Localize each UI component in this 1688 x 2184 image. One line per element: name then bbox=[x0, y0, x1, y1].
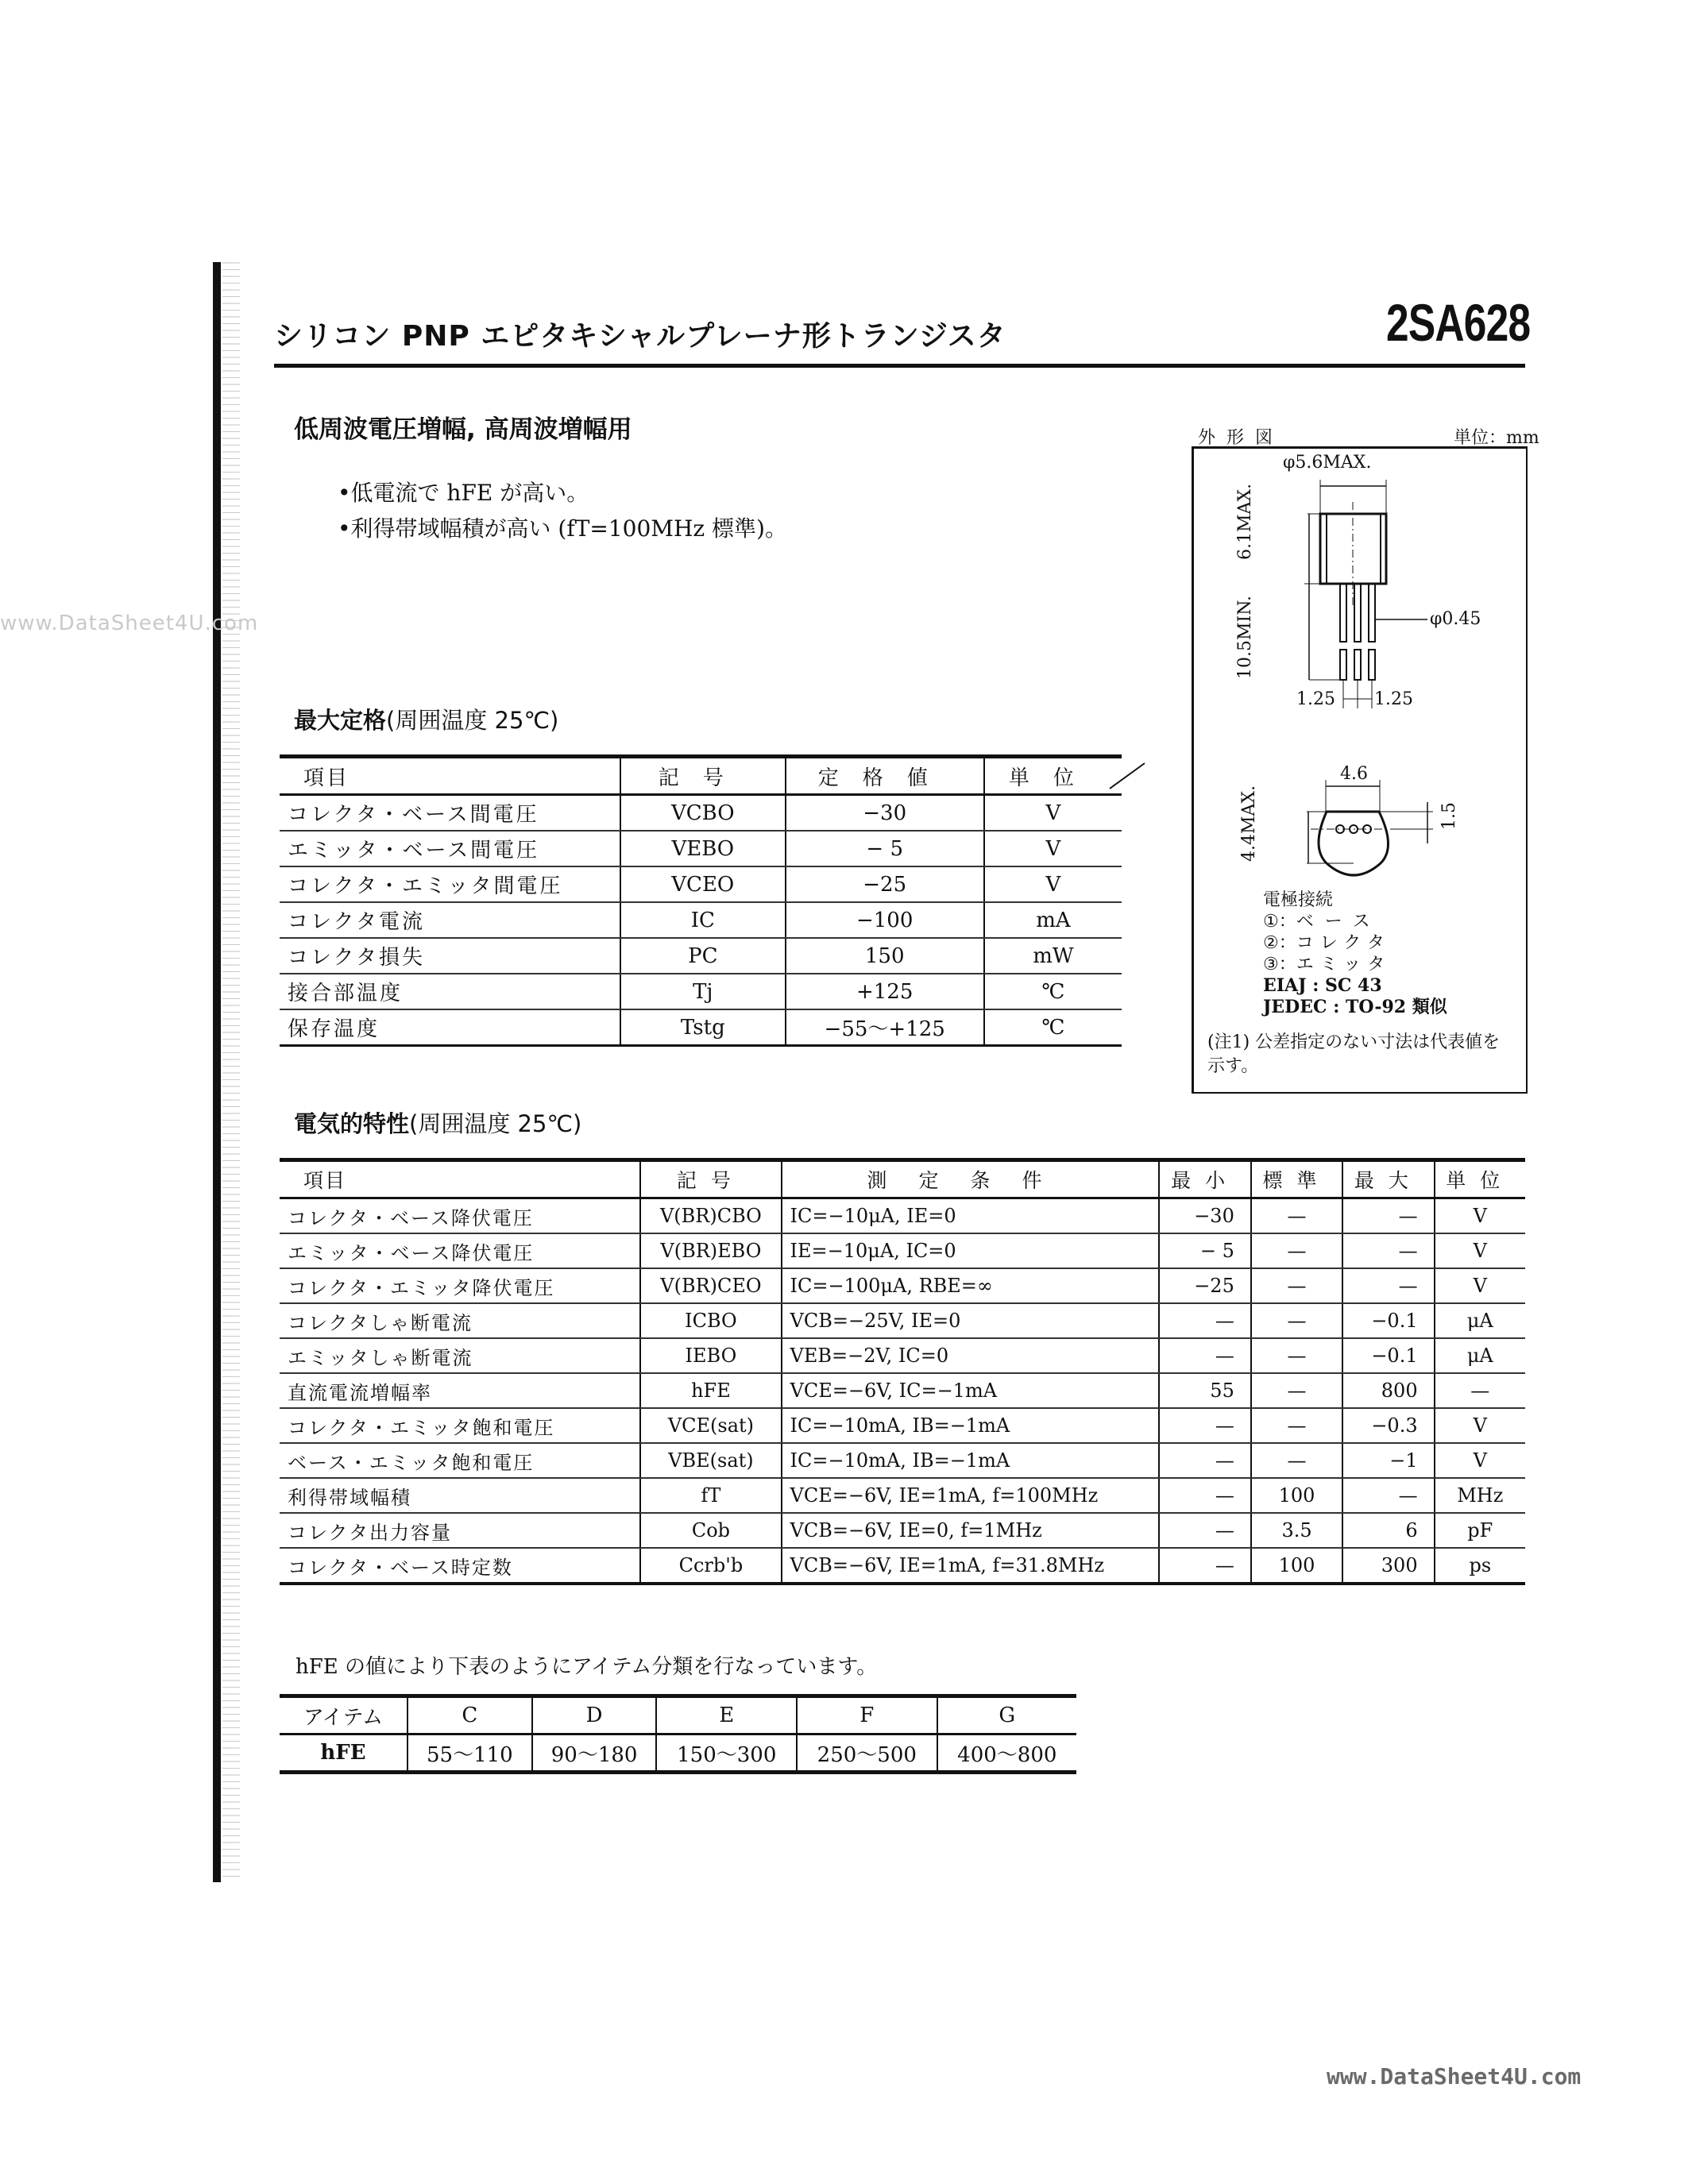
package-label: 外形図 bbox=[1198, 428, 1284, 448]
col-rating: 定格値 bbox=[786, 757, 984, 795]
table-row: コレクタ・エミッタ飽和電圧 VCE(sat) IC=−10mA, IB=−1mA — — −0.3 V bbox=[280, 1408, 1525, 1443]
pin-item: ①：ベース bbox=[1263, 912, 1381, 932]
table-row: コレクタ損失 PC 150 mW bbox=[280, 938, 1122, 974]
table-row: エミッタ・ベース間電圧 VEBO − 5 V bbox=[280, 831, 1122, 866]
table-row: エミッタしゃ断電流 IEBO VEB=−2V, IC=0 — — −0.1 μA bbox=[280, 1338, 1525, 1373]
table-row: コレクタしゃ断電流 ICBO VCB=−25V, IE=0 — — −0.1 μA bbox=[280, 1303, 1525, 1338]
feature-item: • 低電流で hFE が高い。 bbox=[338, 475, 787, 511]
scan-noise bbox=[222, 262, 240, 1882]
table-row: 直流電流増幅率 hFE VCE=−6V, IC=−1mA 55 — 800 — bbox=[280, 1373, 1525, 1408]
max-ratings-title: 最大定格(周囲温度 25℃) bbox=[294, 707, 559, 734]
table-row: コレクタ・ベース降伏電圧 V(BR)CBO IC=−10μA, IE=0 −30 — — V bbox=[280, 1198, 1525, 1234]
usage-heading: 低周波電圧増幅, 高周波増幅用 bbox=[294, 415, 632, 444]
dim-pitch-left: 1.25 bbox=[1296, 689, 1335, 709]
package-footnote: (注1) 公差指定のない寸法は代表値を示す。 bbox=[1207, 1032, 1501, 1076]
dim-depth: 4.4MAX. bbox=[1239, 785, 1259, 862]
table-row: 接合部温度 Tj +125 ℃ bbox=[280, 974, 1122, 1009]
table-row: コレクタ電流 IC −100 mA bbox=[280, 902, 1122, 938]
package-unit: 単位：mm bbox=[1454, 428, 1539, 448]
table-row: hFE 55〜110 90〜180 150〜300 250〜500 400〜800 bbox=[280, 1734, 1076, 1773]
table-header-row: アイテム C D E F G bbox=[280, 1696, 1076, 1734]
table-row: 利得帯域幅積 fT VCE=−6V, IE=1mA, f=100MHz — 100 — MHz bbox=[280, 1478, 1525, 1513]
table-row: エミッタ・ベース降伏電圧 V(BR)EBO IE=−10μA, IC=0 − 5 — — V bbox=[280, 1233, 1525, 1268]
table-header-row bbox=[280, 757, 1122, 795]
col-symbol: 記号 bbox=[620, 757, 786, 795]
dim-pitch-right: 1.25 bbox=[1374, 689, 1413, 709]
scan-edge-bar bbox=[213, 262, 221, 1882]
electrical-characteristics-table bbox=[280, 1158, 1525, 1585]
jedec-standard: JEDEC : TO-92 類似 bbox=[1263, 997, 1447, 1017]
dim-offset: 1.5 bbox=[1439, 802, 1459, 830]
header-rule bbox=[274, 364, 1525, 368]
dim-diameter: φ5.6MAX. bbox=[1283, 453, 1372, 473]
eiaj-standard: EIAJ : SC 43 bbox=[1263, 975, 1382, 996]
dim-body-height: 6.1MAX. bbox=[1235, 483, 1255, 560]
col-item: 項目 bbox=[280, 757, 620, 795]
table-row: 保存温度 Tstg −55〜+125 ℃ bbox=[280, 1009, 1122, 1046]
leader-line bbox=[1108, 758, 1148, 790]
watermark-left: www.DataSheet4U.com bbox=[0, 612, 259, 635]
table-row: ベース・エミッタ飽和電圧 VBE(sat) IC=−10mA, IB=−1mA — — −1 V bbox=[280, 1443, 1525, 1478]
table-row: コレクタ出力容量 Cob VCB=−6V, IE=0, f=1MHz — 3.5 6 pF bbox=[280, 1513, 1525, 1548]
hfe-classification-table bbox=[280, 1694, 1076, 1774]
pin-item: ③：エミッタ bbox=[1263, 955, 1392, 974]
table-header-row: 項目 記号 測定条件 最小 標準 最大 単位 bbox=[280, 1160, 1525, 1198]
dim-flat-width: 4.6 bbox=[1340, 764, 1368, 784]
feature-list bbox=[338, 475, 787, 546]
feature-item: • 利得帯域幅積が高い (fT=100MHz 標準)。 bbox=[338, 511, 787, 546]
table-row: コレクタ・ベース時定数 Ccrb'b VCB=−6V, IE=1mA, f=31.8MHz — 100 300 ps bbox=[280, 1548, 1525, 1584]
dim-lead-diameter: φ0.45 bbox=[1430, 609, 1481, 629]
dim-lead-length: 10.5MIN. bbox=[1235, 595, 1255, 679]
classification-note: hFE の値により下表のようにアイテム分類を行なっています。 bbox=[295, 1655, 878, 1679]
pin-connection-notes bbox=[1263, 889, 1447, 1018]
table-row: コレクタ・エミッタ間電圧 VCEO −25 V bbox=[280, 866, 1122, 902]
watermark-bottom-right: www.DataSheet4U.com bbox=[1327, 2063, 1582, 2089]
pin-title: 電極接続 bbox=[1263, 890, 1334, 910]
device-type-subtitle: シリコン PNP エピタキシャルプレーナ形トランジスタ bbox=[274, 320, 1006, 353]
col-unit: 単位 bbox=[984, 757, 1122, 795]
table-row: コレクタ・ベース間電圧 VCBO −30 V bbox=[280, 795, 1122, 832]
table-row: コレクタ・エミッタ降伏電圧 V(BR)CEO IC=−100μA, RBE=∞ −25 — — V bbox=[280, 1268, 1525, 1303]
pin-item: ②：コレクタ bbox=[1263, 933, 1391, 953]
electrical-title: 電気的特性(周囲温度 25℃) bbox=[294, 1110, 582, 1137]
part-number-title: 2SA628 bbox=[1386, 293, 1531, 352]
max-ratings-table bbox=[280, 754, 1122, 1047]
